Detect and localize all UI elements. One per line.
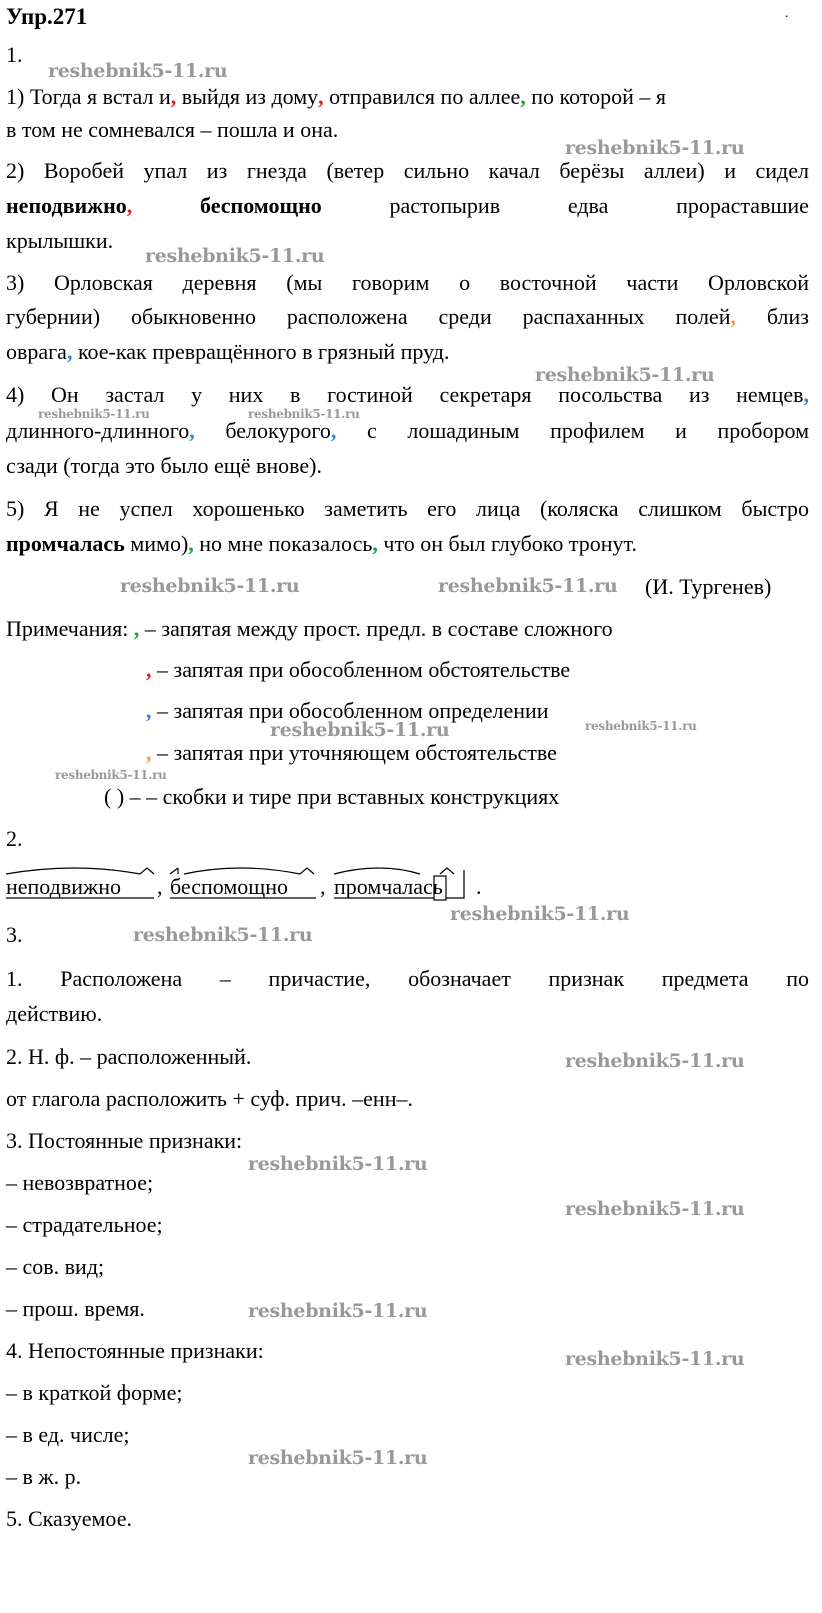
word-bold: беспомощно — [200, 193, 322, 218]
text: губернии) обыкновенно расположена среди распаханных полей — [6, 304, 731, 329]
comma-red: , — [170, 84, 177, 109]
watermark: reshebnik5-11.ru — [535, 364, 715, 386]
sep-2: , — [320, 874, 326, 899]
postfix-mark-3 — [446, 870, 464, 898]
comma-red: , — [318, 84, 324, 109]
text: выйдя из дому — [176, 84, 319, 109]
text: длинного-длинного — [6, 418, 190, 443]
comma-green: , — [133, 616, 140, 641]
text: 4) Он застал у них в гостиной секретаря посольства из немцев — [6, 382, 804, 407]
analysis-line11: – в краткой форме; — [6, 1380, 183, 1405]
analysis-line9: – прош. время. — [6, 1296, 145, 1321]
comma-green: , — [188, 531, 194, 556]
schema-word-1: неподвижно — [6, 874, 122, 899]
watermark: reshebnik5-11.ru — [248, 407, 360, 421]
sentence3-line2 — [6, 304, 809, 330]
suffix-mark-1 — [140, 868, 154, 874]
notes-line4 — [146, 740, 557, 766]
watermark: reshebnik5-11.ru — [438, 575, 618, 597]
notes-line2 — [146, 657, 570, 683]
sentence1-line2: в том не сомневался – пошла и она. — [6, 117, 339, 142]
sep-1: , — [157, 874, 163, 899]
comma-green: , — [372, 531, 378, 556]
comma-blue: , — [66, 339, 73, 364]
text: но мне показалось — [193, 531, 373, 556]
text: с лошадиным профилем и пробором — [336, 418, 809, 443]
text: кое-как превращённого в грязный пруд. — [72, 339, 450, 364]
text: 1) Тогда я встал и — [6, 84, 171, 109]
watermark: reshebnik5-11.ru — [248, 1300, 428, 1322]
morpheme-schema — [0, 866, 822, 906]
corner-dot: . — [785, 6, 789, 21]
analysis-line10: 4. Непостоянные признаки: — [6, 1338, 264, 1363]
watermark: reshebnik5-11.ru — [55, 768, 167, 782]
text: отправился по аллее — [323, 84, 521, 109]
watermark: reshebnik5-11.ru — [48, 60, 228, 82]
comma-blue: , — [803, 382, 809, 407]
watermark: reshebnik5-11.ru — [133, 924, 313, 946]
page-title: Упр.271 — [6, 4, 88, 29]
section1-number: 1. — [6, 42, 23, 67]
comma-red: , — [126, 193, 133, 218]
analysis-line3: 2. Н. ф. – расположенный. — [6, 1044, 252, 1069]
section2-number: 2. — [6, 826, 23, 851]
span — [6, 193, 132, 219]
text: мимо) — [124, 531, 189, 556]
watermark: reshebnik5-11.ru — [565, 1348, 745, 1370]
sentence4-line3: сзади (тогда это было ещё внове). — [6, 453, 322, 478]
analysis-line14: 5. Сказуемое. — [6, 1506, 132, 1531]
word: едва — [567, 193, 609, 218]
analysis-line5: 3. Постоянные признаки: — [6, 1128, 243, 1153]
text: – запятая при уточняющем обстоятельстве — [151, 740, 557, 765]
schema-word-2: беспомощно — [170, 874, 288, 899]
text: – запятая между прост. предл. в составе сложного — [139, 616, 613, 641]
comma-red: , — [146, 657, 152, 682]
analysis-line1: 1. Расположена – причастие, обозначает признак предмета по — [6, 966, 809, 991]
section3-number: 3. — [6, 922, 23, 947]
sentence2-line2 — [6, 193, 809, 219]
suffix-mark-2 — [300, 868, 314, 874]
comma-green: , — [520, 84, 526, 109]
analysis-line6: – невозвратное; — [6, 1170, 154, 1195]
analysis-line13: – в ж. р. — [6, 1464, 82, 1489]
notes-label: Примечания: — [6, 616, 129, 641]
word-bold: неподвижно — [6, 193, 127, 218]
watermark: reshebnik5-11.ru — [565, 137, 745, 159]
analysis-line2: действию. — [6, 1001, 103, 1026]
sentence4-line2 — [6, 418, 809, 444]
analysis-line12: – в ед. числе; — [6, 1422, 130, 1447]
watermark: reshebnik5-11.ru — [120, 575, 300, 597]
text: – запятая при обособленном определении — [151, 698, 549, 723]
comma-blue: , — [189, 418, 195, 443]
word: прораставшие — [676, 193, 809, 218]
watermark: reshebnik5-11.ru — [565, 1050, 745, 1072]
watermark: reshebnik5-11.ru — [248, 1153, 428, 1175]
schema-end: . — [476, 874, 482, 899]
analysis-line7: – страдательное; — [6, 1212, 163, 1237]
notes-line5: ( ) – – скобки и тире при вставных конструкциях — [104, 784, 560, 809]
text: оврага — [6, 339, 67, 364]
watermark: reshebnik5-11.ru — [585, 719, 697, 733]
word: растопырив — [389, 193, 501, 218]
comma-orange: , — [146, 740, 152, 765]
text: что он был глубоко тронут. — [377, 531, 637, 556]
watermark: reshebnik5-11.ru — [145, 245, 325, 267]
comma-blue: , — [146, 698, 152, 723]
text: близ — [735, 304, 809, 329]
notes-line1 — [6, 616, 613, 642]
sentence5-line2 — [6, 531, 637, 557]
text: белокурого — [194, 418, 331, 443]
sentence2-line1: 2) Воробей упал из гнезда (ветер сильно качал берёзы аллеи) и сидел — [6, 158, 809, 183]
sentence1-line1 — [6, 84, 666, 110]
analysis-line4: от глагола расположить + суф. прич. –енн–. — [6, 1086, 413, 1111]
text: – запятая при обособленном обстоятельстве — [151, 657, 571, 682]
watermark: reshebnik5-11.ru — [450, 903, 630, 925]
comma-orange: , — [730, 304, 736, 329]
sentence3-line1: 3) Орловская деревня (мы говорим о восточной части Орловской — [6, 270, 809, 295]
comma-blue: , — [330, 418, 337, 443]
author: (И. Тургенев) — [645, 574, 772, 599]
sentence3-line3 — [6, 339, 449, 365]
watermark: reshebnik5-11.ru — [270, 719, 450, 741]
watermark: reshebnik5-11.ru — [38, 407, 150, 421]
word-bold: промчалась — [6, 531, 125, 556]
watermark: reshebnik5-11.ru — [248, 1447, 428, 1469]
text: по которой – я — [525, 84, 667, 109]
sentence2-line3: крылышки. — [6, 228, 114, 253]
analysis-line8: – сов. вид; — [6, 1254, 105, 1279]
schema-word-3: промчалась — [334, 874, 443, 899]
watermark: reshebnik5-11.ru — [565, 1198, 745, 1220]
sentence5-line1: 5) Я не успел хорошенько заметить его лица (коляска слишком быстро — [6, 496, 809, 521]
